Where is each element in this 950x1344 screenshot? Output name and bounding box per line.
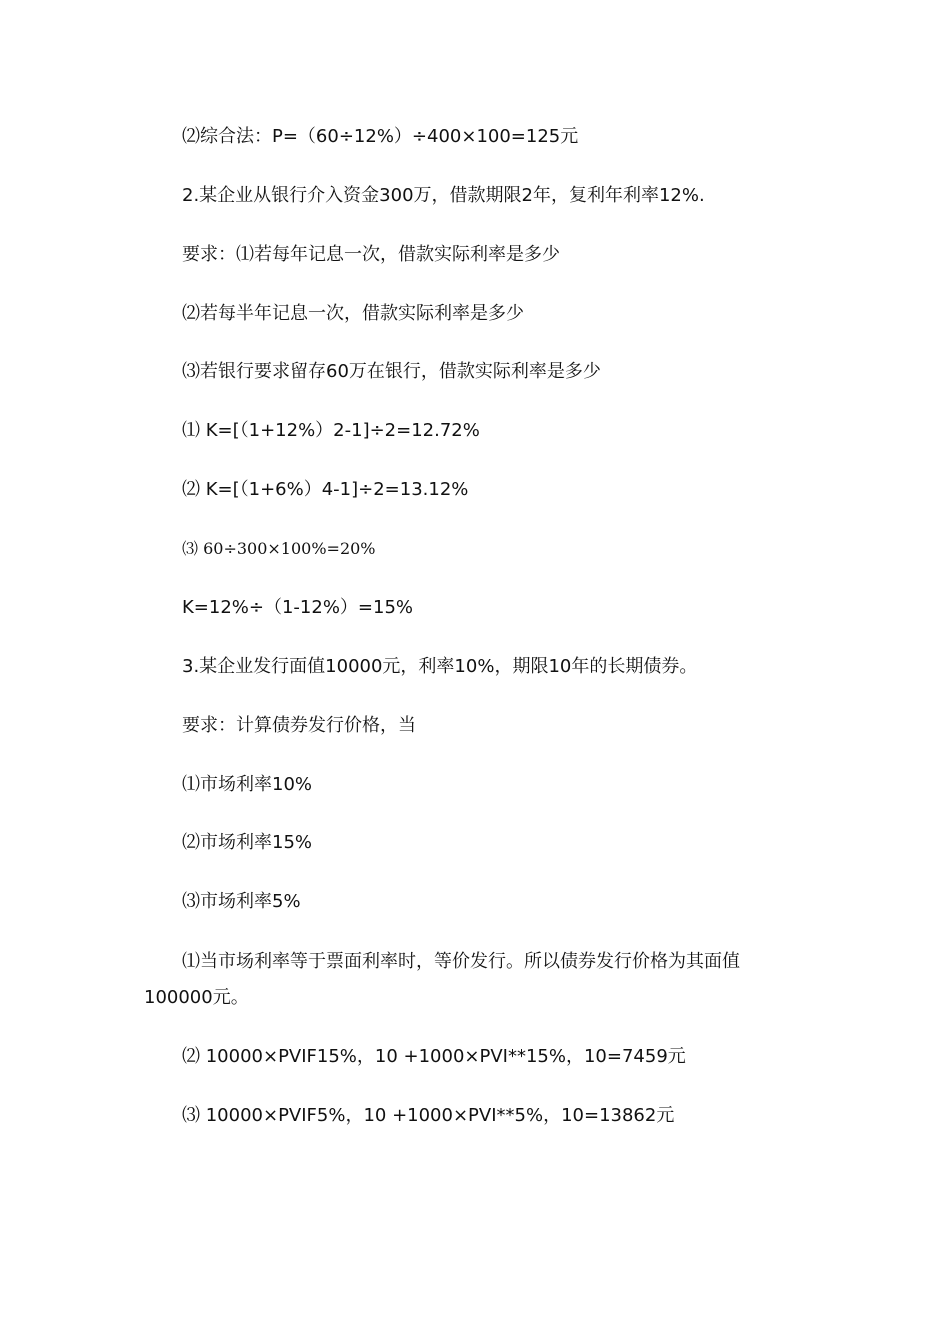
text-line: 要求：计算债券发行价格，当 xyxy=(182,715,416,736)
text-line: ⑶市场利率5% xyxy=(182,891,301,912)
text-line: ⑵ K=[（1+6%）4-1]÷2=13.12% xyxy=(182,479,469,500)
text-line: ⑶若银行要求留存60万在银行，借款实际利率是多少 xyxy=(182,361,601,382)
text-line: 2.某企业从银行介入资金300万，借款期限2年，复利年利率12%. xyxy=(182,185,705,206)
text-line: ⑵市场利率15% xyxy=(182,832,313,853)
text-line: ⑵ 10000×PVIF15%，10 +1000×PVI**15%，10=7459元 xyxy=(182,1046,686,1067)
text-line: ⑴市场利率10% xyxy=(182,774,313,795)
text-line: K=12%÷（1-12%）=15% xyxy=(182,597,414,618)
text-line: ⑵若每半年记息一次，借款实际利率是多少 xyxy=(182,303,524,324)
text-line: 3.某企业发行面值10000元，利率10%，期限10年的长期债券。 xyxy=(182,656,698,677)
text-line: ⑴ K=[（1+12%）2-1]÷2=12.72% xyxy=(182,420,480,441)
text-line: ⑵综合法：P=（60÷12%）÷400×100=125元 xyxy=(182,126,579,147)
text-line: 要求：⑴若每年记息一次，借款实际利率是多少 xyxy=(182,244,560,265)
text-line: ⑶ 60÷300×100%=20% xyxy=(182,539,376,558)
text-line: ⑶ 10000×PVIF5%，10 +1000×PVI**5%，10=13862元 xyxy=(182,1105,675,1126)
text-paragraph: ⑴当市场利率等于票面利率时，等价发行。所以债券发行价格为其面值100000元。 xyxy=(144,951,740,1008)
